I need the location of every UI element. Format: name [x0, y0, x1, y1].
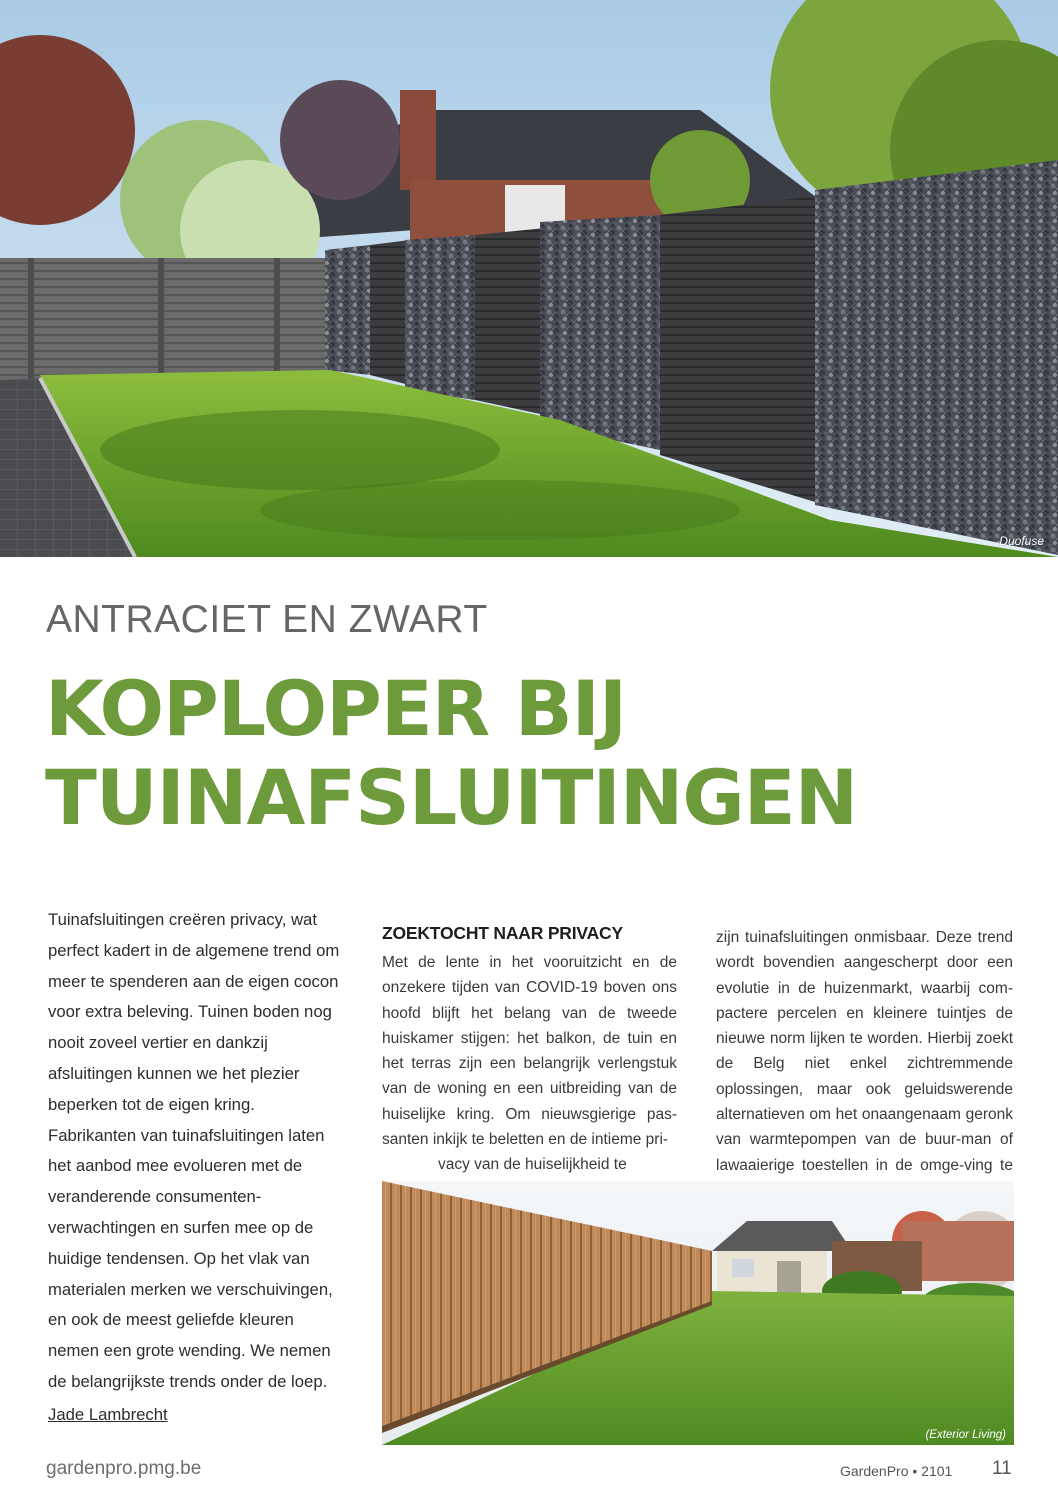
article-headline: [45, 664, 1005, 842]
garden-photo-credit: (Exterior Living): [925, 1429, 1006, 1441]
body-column-1-text: Met de lente in het vooruitzicht en de onzekere tijden van COVID-19 boven ons hoofd blijft het belang van de tweede huiskamer stijgen: het balkon, de tuin en het terras zijn een belangrijk verlengstuk van de woning en een uitbreiding van de huiselijke kring. Om nieuwsgierige pas-santen inkijk te beletten en de intieme pri-: [382, 954, 677, 1149]
hero-photo: [0, 0, 1058, 557]
article-kicker: ANTRACIET EN ZWART: [46, 598, 488, 641]
body-column-1-indent: vacy van de huiselijkheid te: [438, 1156, 627, 1174]
body-column-2: zijn tuinafsluitingen onmisbaar. Deze trend wordt bovendien aangescherpt door een evolutie in de huizenmarkt, waarbij com-pactere percelen en kleinere tuintjes de nieuwe norm lijken te worden. Hierbij zoekt de Belg niet enkel zichtremmende oplossingen, maar ook geluidswerende alternatieven om het onaangenaam geronk van warmtepompen van de buur-man of lawaaierige toestellen in de omge-ving te: [716, 929, 1013, 1174]
hero-photo-credit: Duofuse: [999, 534, 1044, 548]
garden-photo: [382, 1181, 1014, 1445]
author-link[interactable]: Jade Lambrecht: [48, 1405, 168, 1424]
garden-illustration: [382, 1181, 1014, 1445]
headline-line-1: KOPLOPER BIJ: [45, 664, 627, 753]
section-subhead: ZOEKTOCHT NAAR PRIVACY: [382, 923, 623, 943]
hero-illustration: [0, 0, 1058, 557]
footer-website-link[interactable]: gardenpro.pmg.be: [46, 1458, 202, 1479]
footer-issue: GardenPro • 2101: [840, 1463, 953, 1479]
body-column-1: [382, 950, 677, 1203]
article-intro: Tuinafsluitingen creëren privacy, wat perfect kadert in de algemene trend om meer te spenderen aan de eigen cocon voor extra beleving. Tuinen boden nog nooit zoveel vertier en dankzij afsluitingen kunnen we het plezier beperken tot de eigen kring. Fabrikanten van tuinafsluitingen laten het aanbod mee evolueren met de veranderende consumenten-verwachtingen en surfen mee op de huidige tendensen. Op het vlak van materialen merken we verschuivingen, en ook de meest geliefde kleuren nemen een grote wending. We nemen de belangrijkste trends onder de loep.: [48, 910, 340, 1391]
headline-line-2: TUINAFSLUITINGEN: [45, 753, 858, 842]
page-number: 11: [992, 1458, 1012, 1479]
